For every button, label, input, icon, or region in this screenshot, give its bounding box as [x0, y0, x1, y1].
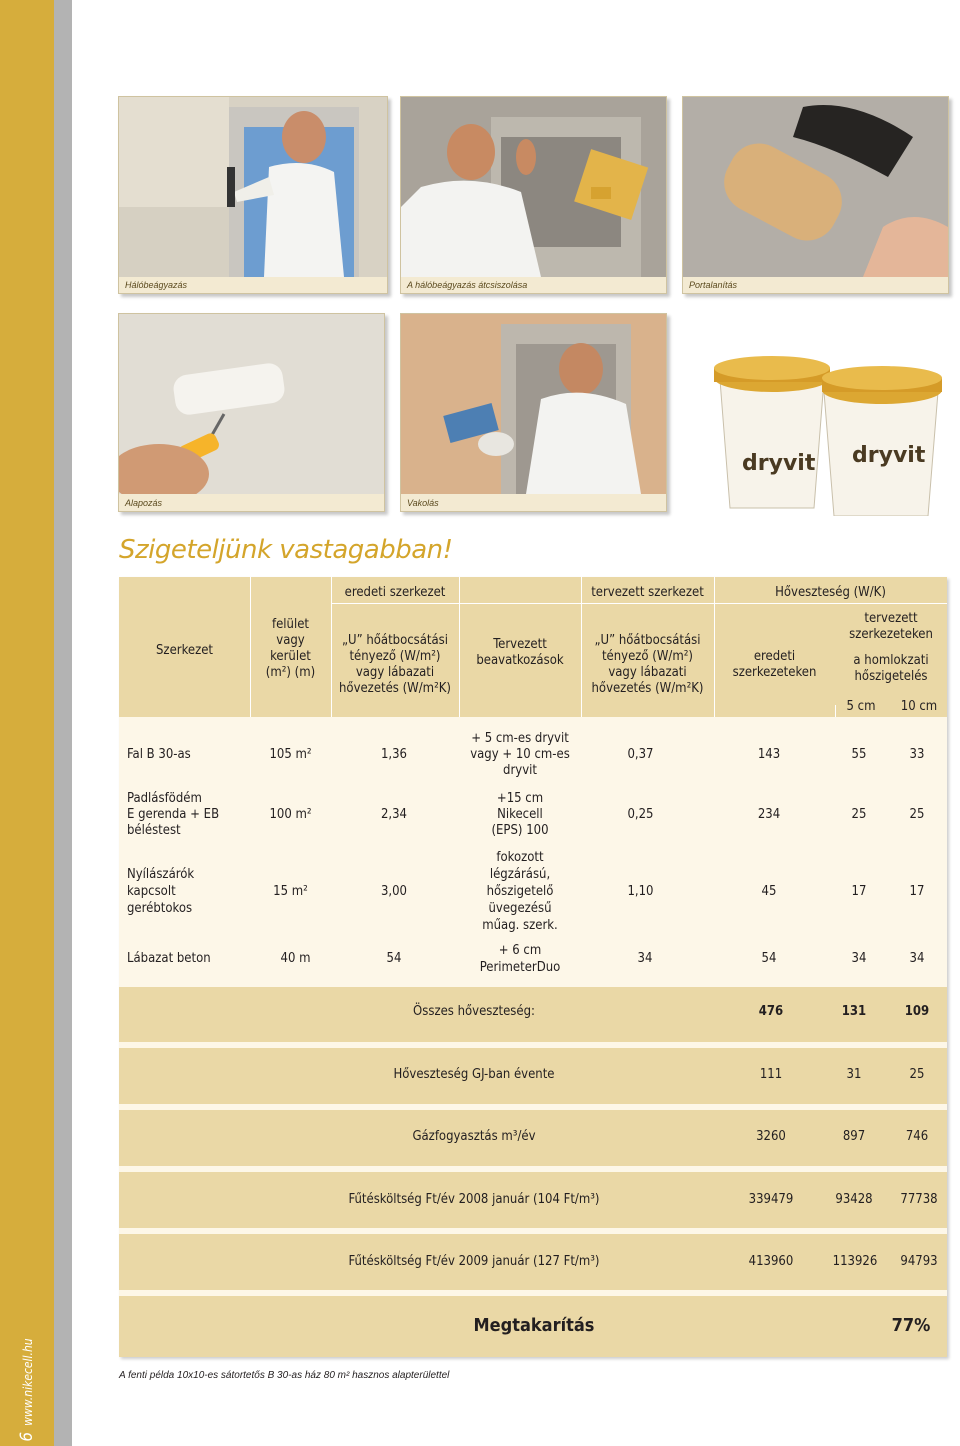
photo-caption: A hálóbeágyazás átcsiszolása: [407, 280, 528, 290]
heat-loss-table: eredeti szerkezet tervezett szerkezet Hőveszteség (W/K) Szerkezet felület vagy kerület (m²) (m) „U” hőátbocsátási tényező (W/m²) vagy lábazati hővezetés (W/m²K) Tervezett beavatkozások „U” hőátbocsátási tényező (W/m²) vagy lábazati hővezetés (W/m²K) eredeti szerkezeteken tervezett szerkezeteken a homlokzati hőszigetelés 5 cm 10 cm Fal B 30-as 105 m² 1,36 + 5 cm-es dryvit vagy + 10 cm-es dryvit 0,37 143 55 33 Padlásfödém E gerenda + EB béléstest 100 m² 2,34 +15 cm Nikecell (EPS) 100 0,25 234 25 25 Nyílászárók kapcsolt gerébtokos 15 m² 3,00 fokozott légzárású, hőszigetelő üvegezésű műag. szerk. 1,10 45 17 17 Lábazat beton 40 m 54 + 6 cm PerimeterDuo 34 54 34 34 Összes hőveszteség: 476 131 109 Hőveszteség GJ-ban évente 111 31 25 Gázfogyasztás m³/év 3260 897 746 Fűtésköltség Ft/év 2008 január (104 Ft/m³) 339479 93428 77738 Fűtésköltség Ft/év 2009 január (127 Ft/m³) 413960 113926 94793 Megtakarítás 77%: [119, 577, 947, 1357]
photo-image: [401, 97, 666, 277]
header-tervezett-szerkezet: tervezett szerkezet: [591, 585, 704, 600]
footnote: A fenti példa 10x10-es sátortetős B 30-as ház 80 m² hasznos alapterülettel: [119, 1370, 450, 1381]
photo-halobeagyazas: [118, 96, 388, 294]
bucket-brand-text: dryvit: [852, 443, 926, 468]
page-number: 6: [17, 1431, 37, 1442]
photo-image: [683, 97, 948, 277]
sidebar-grey-strip: [54, 0, 72, 1446]
photo-portalanitas: [682, 96, 949, 294]
photo-image: [119, 314, 384, 494]
photo-vakolas: [400, 313, 667, 512]
header-eredeti-u: „U” hőátbocsátási tényező (W/m²) vagy lábazati hővezetés (W/m²K): [339, 633, 451, 696]
photo-caption: Hálóbeágyazás: [125, 280, 188, 290]
header-10cm: 10 cm: [900, 699, 938, 714]
photo-caption: Vakolás: [407, 498, 439, 508]
photo-caption: Portalanítás: [689, 280, 738, 290]
header-5cm: 5 cm: [846, 699, 876, 714]
site-url: www.nikecell.hu: [21, 1338, 35, 1426]
header-eredeti-szerkezet: eredeti szerkezet: [344, 585, 446, 600]
dryvit-buckets-image: [692, 330, 954, 516]
bucket-brand-text: dryvit: [742, 451, 816, 476]
header-tervezett-u: „U” hőátbocsátási tényező (W/m²) vagy lábazati hővezetés (W/m²K): [591, 633, 704, 696]
header-hoveszteseg: Hőveszteség (W/K): [775, 585, 886, 600]
header-eredeti-szerkezeteken: eredeti szerkezeteken: [732, 649, 817, 680]
header-felulet: felület vagy kerület (m²) (m): [265, 617, 316, 680]
header-tervezett-beavatkozasok: Tervezett beavatkozások: [476, 637, 564, 668]
page-heading: Szigeteljünk vastagabban!: [119, 535, 453, 565]
photo-caption: Alapozás: [125, 498, 163, 508]
sidebar-vertical-label: [17, 1338, 37, 1441]
header-szerkezet: Szerkezet: [156, 643, 213, 658]
photo-image: [119, 97, 387, 277]
photo-image: [401, 314, 666, 494]
header-tervezett-szerkezeteken: tervezett szerkezeteken: [849, 611, 933, 642]
sidebar-gold-strip: [0, 0, 54, 1446]
photo-halobeagyazas-atcsiszolasa: [400, 96, 667, 294]
photo-alapozas: [118, 313, 385, 512]
header-homlokzati: a homlokzati hőszigetelés: [853, 653, 929, 684]
